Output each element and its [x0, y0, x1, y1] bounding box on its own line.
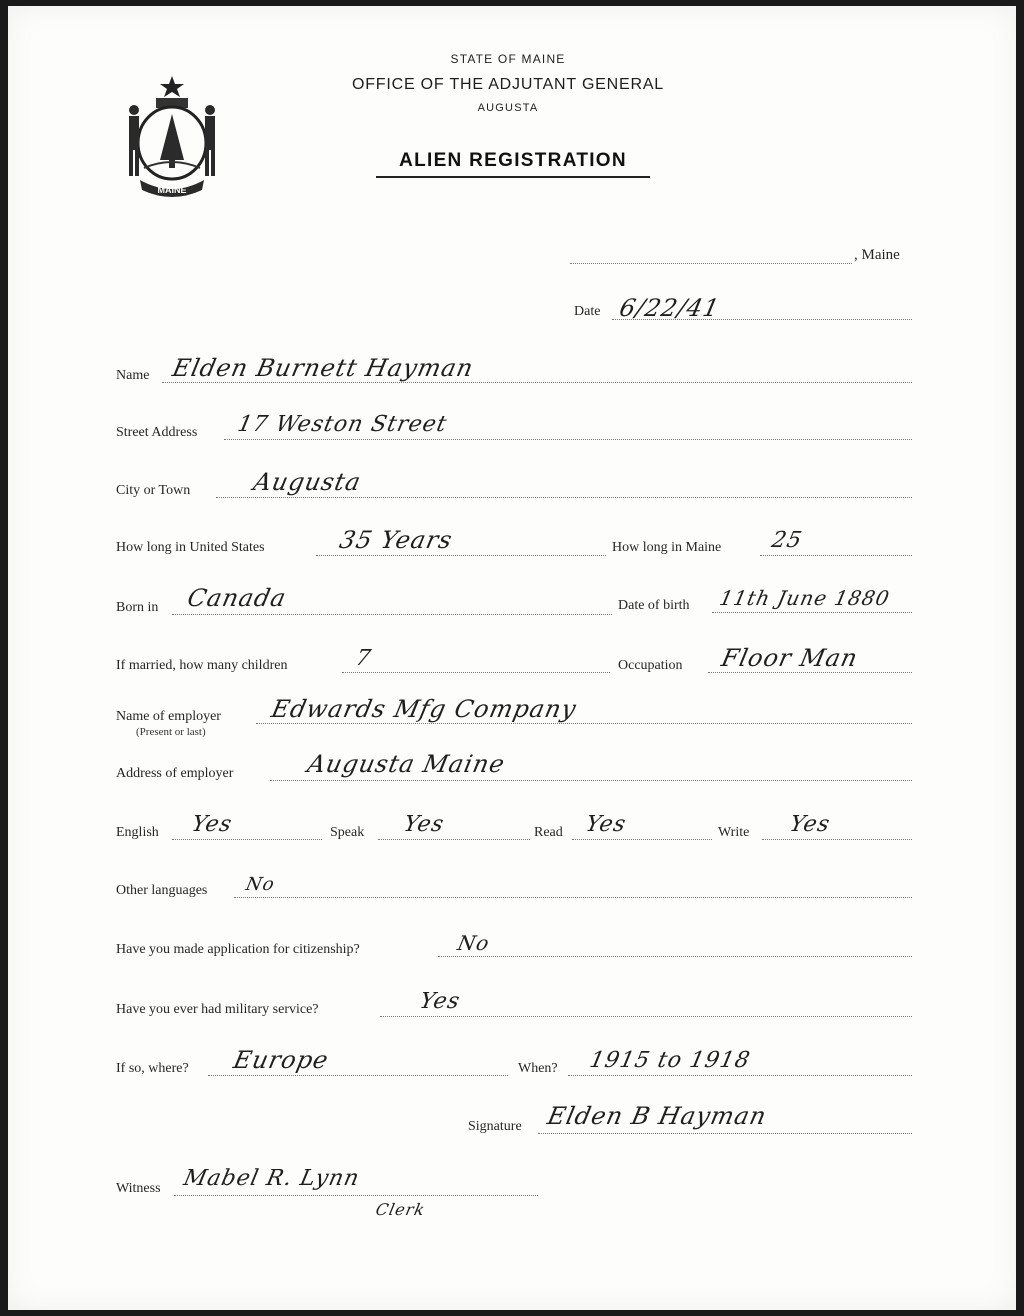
- read-label: Read: [534, 825, 563, 840]
- citizenship-value: No: [455, 931, 493, 955]
- where-value: Europe: [231, 1046, 332, 1074]
- title-underline: [376, 176, 650, 178]
- seal-banner-text: MAINE: [157, 185, 187, 195]
- street-label: Street Address: [116, 425, 198, 440]
- english-label: English: [116, 825, 159, 840]
- street-value: 17 Weston Street: [235, 412, 450, 437]
- employer-address-label: Address of employer: [116, 766, 234, 781]
- name-label: Name: [116, 368, 150, 383]
- name-value: Elden Burnett Hayman: [170, 354, 477, 382]
- speak-label: Speak: [330, 825, 365, 840]
- city-line: [216, 497, 912, 498]
- us-years-value: 35 Years: [337, 526, 456, 554]
- birth-date-label: Date of birth: [618, 598, 690, 613]
- birth-date-line: [712, 612, 912, 613]
- other-languages-value: No: [243, 874, 277, 895]
- english-line: [172, 839, 322, 840]
- citizenship-line: [438, 956, 912, 957]
- birth-date-value: 11th June 1880: [717, 586, 893, 610]
- when-label: When?: [518, 1061, 558, 1076]
- page-title: ALIEN REGISTRATION: [399, 150, 627, 171]
- maine-years-value: 25: [769, 528, 805, 553]
- where-line: [208, 1075, 508, 1076]
- state-seal-icon: [116, 68, 228, 198]
- employer-address-value: Augusta Maine: [305, 750, 508, 778]
- maine-years-line: [760, 555, 912, 556]
- employer-label: Name of employer: [116, 709, 221, 724]
- military-line: [380, 1016, 912, 1017]
- city-label: City or Town: [116, 483, 191, 498]
- military-value: Yes: [417, 989, 463, 1014]
- maine-years-label: How long in Maine: [612, 540, 722, 555]
- header-state: STATE OF MAINE: [450, 52, 566, 66]
- children-line: [342, 672, 610, 673]
- witness-value: Mabel R. Lynn: [181, 1166, 362, 1191]
- date-value: 6/22/41: [617, 294, 723, 322]
- speak-line: [378, 839, 530, 840]
- citizenship-label: Have you made application for citizenship?: [116, 942, 360, 957]
- signature-value: Elden B Hayman: [545, 1102, 770, 1130]
- employer-value: Edwards Mfg Company: [269, 695, 580, 723]
- us-years-line: [316, 555, 606, 556]
- place-suffix: , Maine: [854, 247, 900, 263]
- write-value: Yes: [787, 812, 833, 837]
- witness-line: [174, 1195, 538, 1196]
- where-label: If so, where?: [116, 1061, 189, 1076]
- read-value: Yes: [583, 812, 629, 837]
- children-value: 7: [353, 646, 374, 671]
- date-line: [612, 319, 912, 320]
- born-in-line: [172, 614, 612, 615]
- occupation-label: Occupation: [618, 658, 683, 673]
- street-line: [224, 439, 912, 440]
- name-line: [162, 382, 912, 383]
- employer-line: [256, 723, 912, 724]
- born-in-label: Born in: [116, 600, 159, 615]
- when-value: 1915 to 1918: [587, 1048, 753, 1073]
- date-label: Date: [574, 304, 601, 319]
- write-line: [762, 839, 912, 840]
- read-line: [572, 839, 712, 840]
- children-label: If married, how many children: [116, 658, 288, 673]
- military-label: Have you ever had military service?: [116, 1002, 319, 1017]
- english-value: Yes: [189, 812, 235, 837]
- occupation-line: [708, 672, 912, 673]
- city-value: Augusta: [251, 468, 364, 496]
- other-languages-label: Other languages: [116, 883, 208, 898]
- employer-address-line: [270, 780, 912, 781]
- when-line: [568, 1075, 912, 1076]
- us-years-label: How long in United States: [116, 540, 265, 555]
- registration-form: [8, 6, 1016, 1310]
- witness-title: Clerk: [373, 1200, 428, 1219]
- other-languages-line: [234, 897, 912, 898]
- header-city: AUGUSTA: [477, 102, 539, 114]
- write-label: Write: [718, 825, 750, 840]
- witness-label: Witness: [116, 1181, 161, 1196]
- signature-line: [538, 1133, 912, 1134]
- born-in-value: Canada: [185, 584, 290, 612]
- signature-label: Signature: [468, 1119, 522, 1134]
- employer-sublabel: (Present or last): [136, 726, 206, 738]
- occupation-value: Floor Man: [719, 644, 861, 672]
- header-office: OFFICE OF THE ADJUTANT GENERAL: [351, 76, 665, 93]
- place-line: [570, 263, 852, 264]
- speak-value: Yes: [401, 812, 447, 837]
